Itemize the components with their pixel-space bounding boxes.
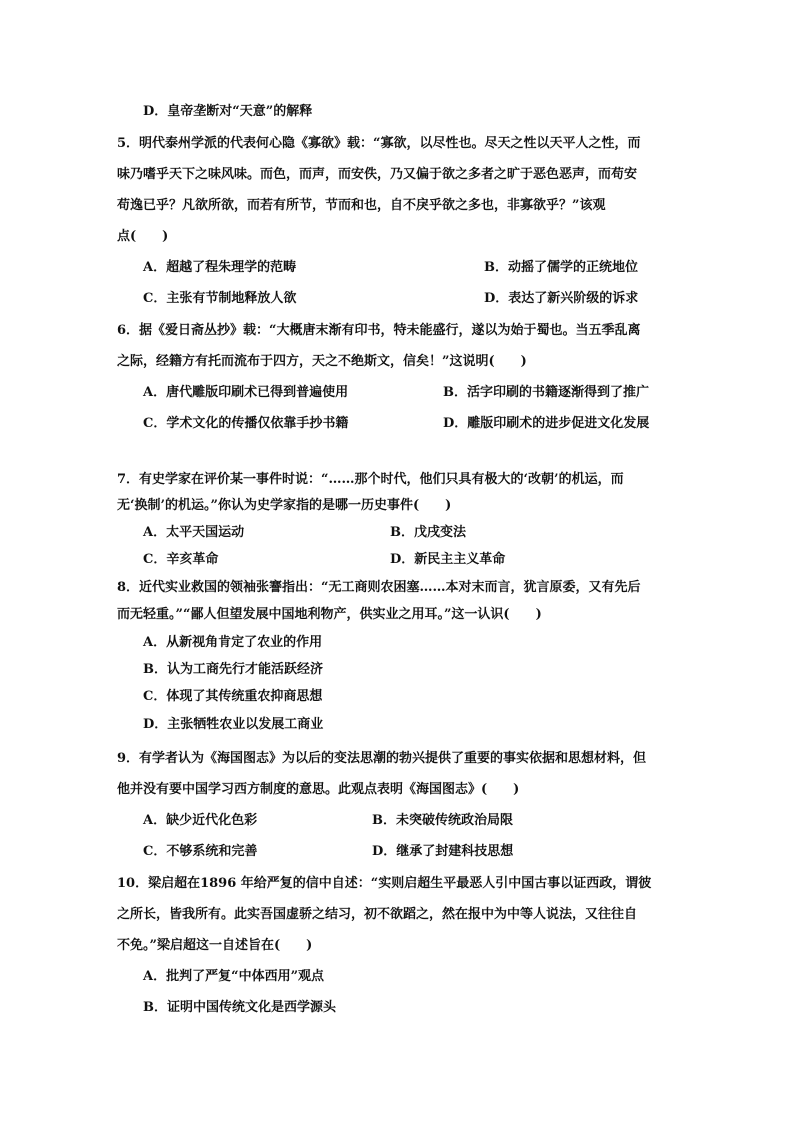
q6-option-d: D．雕版印刷术的进步促进文化发展 <box>443 416 650 431</box>
q9-stem-line-2: 他并没有要中国学习西方制度的意思。此观点表明《海国图志》( ) <box>117 782 520 797</box>
q10-stem-line-3: 不免。”梁启超这一自述旨在( ) <box>117 938 313 953</box>
q5-stem-line-1: 5．明代泰州学派的代表何心隐《寡欲》载：“寡欲，以尽性也。尽天之性以天平人之性，而 <box>117 136 641 151</box>
q4-option-d: D．皇帝垄断对“天意”的解释 <box>143 104 313 119</box>
q8-stem-line-2: 而无轻重。”“鄙人但望发展中国地利物产，供实业之用耳。”这一认识( ) <box>117 607 542 622</box>
q5-option-b: B．动摇了儒学的正统地位 <box>484 260 638 275</box>
q6-option-b: B．活字印刷的书籍逐渐得到了推广 <box>443 385 649 400</box>
q10-stem-line-2: 之所长，皆我所有。此实吾国虚骄之结习，初不欲蹈之，然在报中为中等人说法，又往往自 <box>117 907 638 922</box>
q10-stem-line-1: 10．梁启超在1896 年给严复的信中自述：“实则启超生平最恶人引中国古事以证西政，谓彼 <box>117 876 652 891</box>
q6-stem-line-1: 6．据《爱日斋丛抄》载：“大概唐末渐有印书，特未能盛行，遂以为始于蜀也。当五季乱离 <box>117 323 641 338</box>
q5-stem-line-2: 味乃嗜乎天下之味风味。而色，而声，而安佚，乃又偏于欲之多者之旷于恶色恶声，而苟安 <box>117 167 638 182</box>
q7-stem-line-1: 7．有史学家在评价某一事件时说：“……那个时代，他们只具有极大的‘改朝’的机运，而 <box>117 472 624 487</box>
q7-option-a: A．太平天国运动 <box>143 525 245 540</box>
q9-option-d: D．继承了封建科技思想 <box>372 844 514 859</box>
q6-option-a: A．唐代雕版印刷术已得到普遍使用 <box>143 385 349 400</box>
q8-option-a: A．从新视角肯定了农业的作用 <box>143 635 323 650</box>
q10-option-b: B．证明中国传统文化是西学源头 <box>143 1000 336 1015</box>
q5-option-d: D．表达了新兴阶级的诉求 <box>484 291 639 306</box>
q9-option-b: B．未突破传统政治局限 <box>372 813 513 828</box>
q5-stem-line-4: 点( ) <box>117 229 169 244</box>
q9-option-c: C．不够系统和完善 <box>143 844 258 859</box>
q5-option-c: C．主张有节制地释放人欲 <box>143 291 297 306</box>
q10-option-a: A．批判了严复“中体西用”观点 <box>143 969 325 984</box>
q5-stem-line-3: 苟逸已乎？凡欲所欲，而若有所节，节而和也，自不戾乎欲之多也，非寡欲乎？”该观 <box>117 198 606 213</box>
q9-option-a: A．缺少近代化色彩 <box>143 813 258 828</box>
q5-option-a: A．超越了程朱理学的范畴 <box>143 260 297 275</box>
q8-option-d: D．主张牺牲农业以发展工商业 <box>143 717 324 732</box>
q8-option-c: C．体现了其传统重农抑商思想 <box>143 689 323 704</box>
q7-option-d: D．新民主主义革命 <box>390 552 506 567</box>
q7-option-b: B．戊戌变法 <box>390 525 466 540</box>
q9-stem-line-1: 9．有学者认为《海国图志》为以后的变法思潮的勃兴提供了重要的事实依据和思想材料，但 <box>117 751 647 766</box>
q6-stem-line-2: 之际，经籍方有托而流布于四方，天之不绝斯文，信矣！”这说明( ) <box>117 354 527 369</box>
q6-option-c: C．学术文化的传播仅依靠手抄书籍 <box>143 416 349 431</box>
q8-option-b: B．认为工商先行才能活跃经济 <box>143 662 323 677</box>
q7-stem-line-2: 无‘换制’的机运。”你认为史学家指的是哪一历史事件( ) <box>117 498 452 513</box>
q7-option-c: C．辛亥革命 <box>143 552 219 567</box>
q8-stem-line-1: 8．近代实业救国的领袖张謇指出：“无工商则农困塞……本对末而言，犹言原委，又有先后 <box>117 580 641 595</box>
